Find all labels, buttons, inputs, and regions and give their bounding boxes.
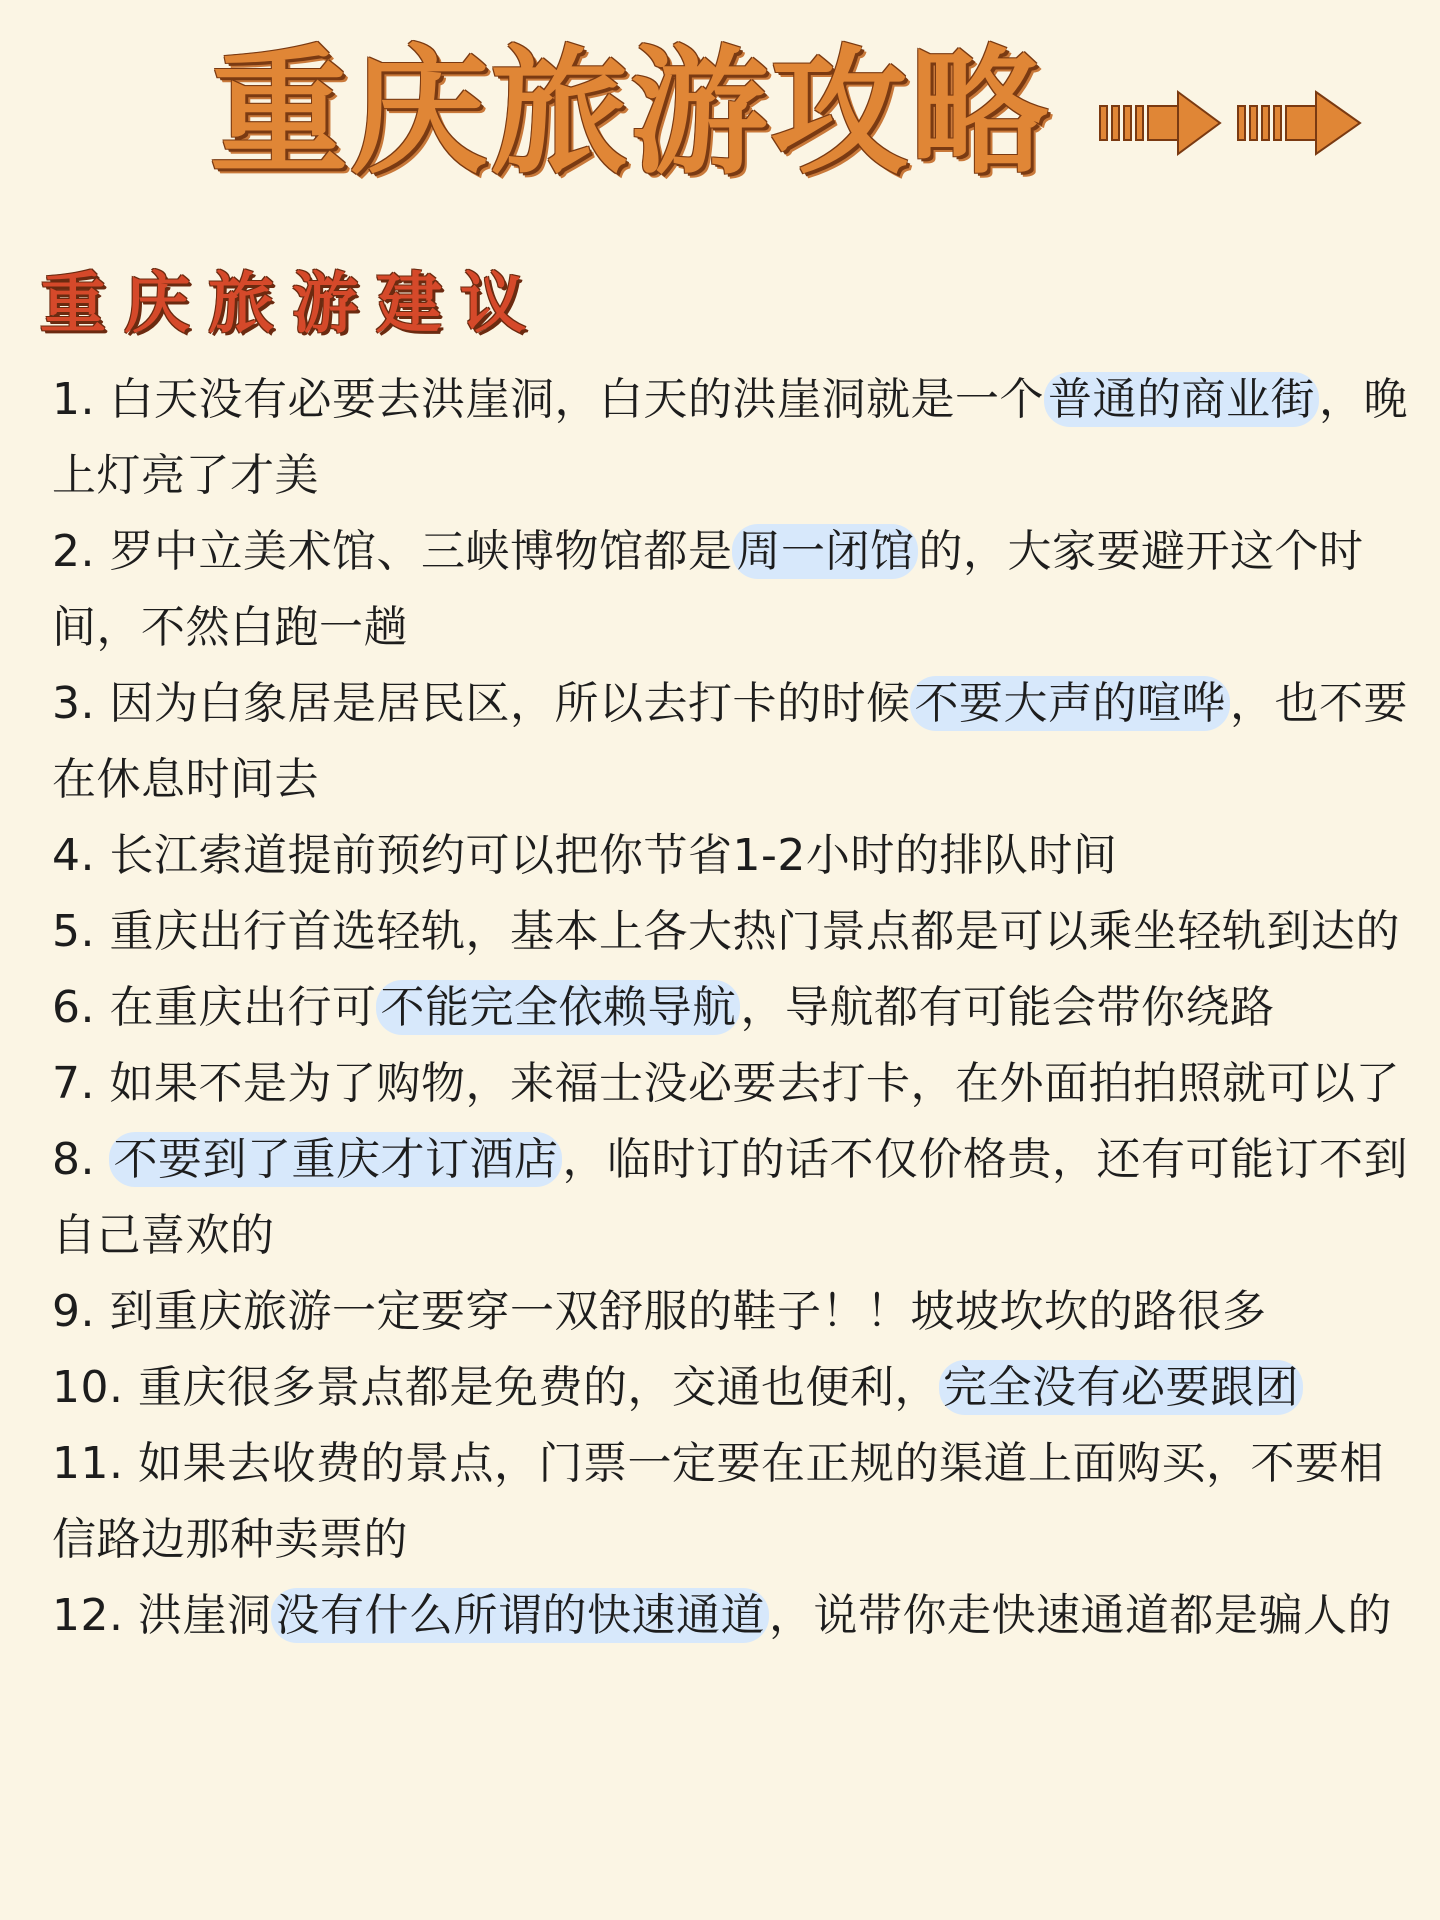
tip-number: 12. xyxy=(52,1590,138,1641)
tip-text: 重庆出行首选轻轨，基本上各大热门景点都是可以乘坐轻轨到达的 xyxy=(109,906,1400,957)
tip-number: 2. xyxy=(52,526,110,577)
tip-text: 重庆很多景点都是免费的，交通也便利， xyxy=(137,1362,939,1413)
tip-text: 长江索道提前预约可以把你节省1-2小时的排队时间 xyxy=(109,830,1118,881)
tip-highlight: 不要到了重庆才订酒店 xyxy=(109,1132,562,1187)
tip-number: 4. xyxy=(52,830,110,881)
tip-highlight: 不要大声的喧哗 xyxy=(910,676,1230,731)
tip-text-after: ，晚上灯亮了才美 xyxy=(52,374,1408,501)
tip-number: 5. xyxy=(52,906,110,957)
tip-item xyxy=(52,1426,1412,1578)
tip-highlight: 没有什么所谓的快速通道 xyxy=(271,1588,769,1643)
page-title: 重庆旅游攻略 xyxy=(210,32,1051,193)
tip-text: 罗中立美术馆、三峡博物馆都是 xyxy=(109,526,733,577)
tip-text-after: 的，大家要避开这个时间，不然白跑一趟 xyxy=(52,526,1364,653)
section-heading: 重庆旅游建议 xyxy=(40,265,544,342)
tip-item xyxy=(52,894,1412,970)
tip-highlight: 普通的商业街 xyxy=(1044,372,1319,427)
decorative-arrows xyxy=(1098,88,1368,158)
tip-highlight: 不能完全依赖导航 xyxy=(376,980,740,1035)
tip-text: 洪崖洞 xyxy=(137,1590,272,1641)
tip-item xyxy=(52,666,1412,818)
tip-text: 到重庆旅游一定要穿一双舒服的鞋子！！坡坡坎坎的路很多 xyxy=(109,1286,1267,1337)
tip-text: 白天没有必要去洪崖洞，白天的洪崖洞就是一个 xyxy=(109,374,1044,425)
tip-number: 1. xyxy=(52,374,110,425)
arrow-right-icon xyxy=(1238,92,1360,154)
tip-item xyxy=(52,1350,1412,1426)
tip-text: 如果去收费的景点，门票一定要在正规的渠道上面购买，不要相信路边那种卖票的 xyxy=(52,1438,1384,1565)
tip-text-after: ，也不要在休息时间去 xyxy=(52,678,1408,805)
tip-item xyxy=(52,818,1412,894)
tip-item xyxy=(52,362,1412,514)
tip-item xyxy=(52,1122,1412,1274)
tip-text: 如果不是为了购物，来福士没必要去打卡，在外面拍拍照就可以了 xyxy=(109,1058,1400,1109)
tip-text-after: ，说带你走快速通道都是骗人的 xyxy=(768,1590,1392,1641)
tip-item xyxy=(52,970,1412,1046)
arrow-right-icon xyxy=(1100,92,1220,154)
tip-item xyxy=(52,1046,1412,1122)
tips-list xyxy=(52,362,1412,1654)
tip-highlight: 周一闭馆 xyxy=(732,524,918,579)
tip-number: 9. xyxy=(52,1286,110,1337)
tip-item xyxy=(52,514,1412,666)
tip-number: 3. xyxy=(52,678,110,729)
tip-text: 因为白象居是居民区，所以去打卡的时候 xyxy=(109,678,911,729)
tip-text-after: ，临时订的话不仅价格贵，还有可能订不到自己喜欢的 xyxy=(52,1134,1408,1261)
tip-number: 6. xyxy=(52,982,110,1033)
tip-number: 8. xyxy=(52,1134,110,1185)
title-row xyxy=(0,30,1440,193)
tip-item xyxy=(52,1274,1412,1350)
tip-number: 7. xyxy=(52,1058,110,1109)
tip-text-after: ，导航都有可能会带你绕路 xyxy=(740,982,1275,1033)
tip-number: 11. xyxy=(52,1438,138,1489)
tip-number: 10. xyxy=(52,1362,138,1413)
tip-item xyxy=(52,1578,1412,1654)
tip-highlight: 完全没有必要跟团 xyxy=(939,1360,1303,1415)
tip-text: 在重庆出行可 xyxy=(109,982,377,1033)
